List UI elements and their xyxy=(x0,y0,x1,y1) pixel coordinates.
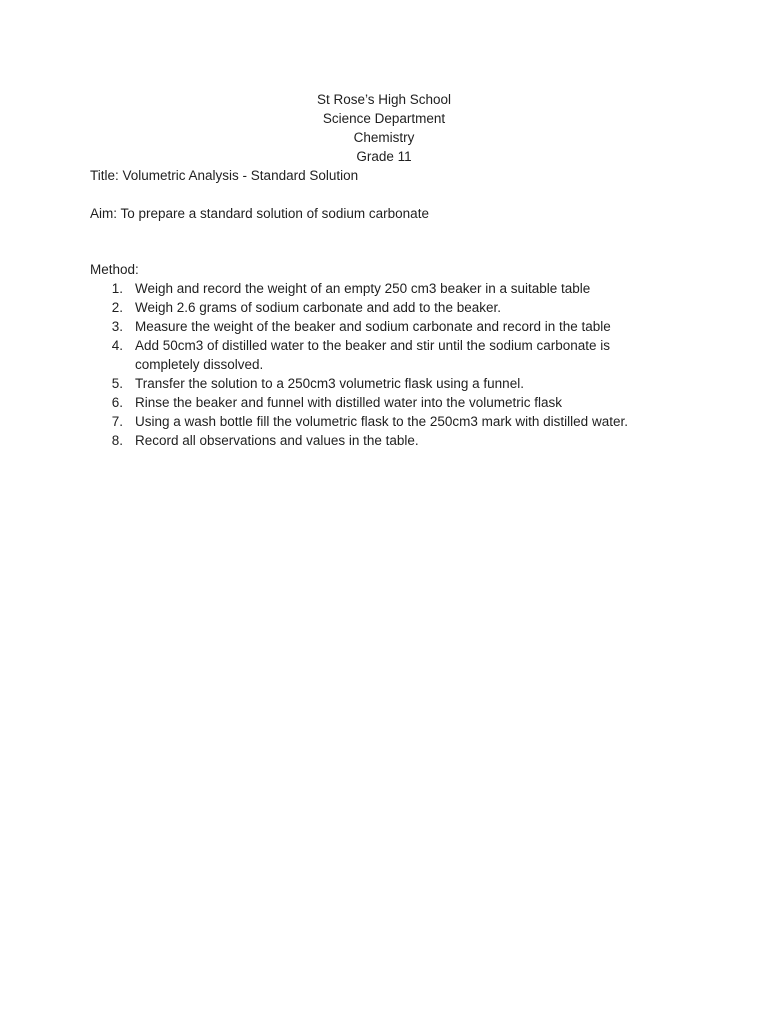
step-text: Using a wash bottle fill the volumetric flask to the 250cm3 mark with distilled water. xyxy=(135,414,628,429)
step-number: 2. xyxy=(111,300,123,315)
step-number: 1. xyxy=(111,281,123,296)
method-step xyxy=(90,431,670,450)
step-number: 4. xyxy=(111,338,123,353)
method-heading: Method: xyxy=(90,262,139,277)
step-text: Weigh 2.6 grams of sodium carbonate and add to the beaker. xyxy=(135,300,501,315)
step-text: Measure the weight of the beaker and sodium carbonate and record in the table xyxy=(135,319,611,334)
document-header xyxy=(0,90,768,166)
school-name: St Rose’s High School xyxy=(316,92,452,107)
step-text: Rinse the beaker and funnel with distilled water into the volumetric flask xyxy=(135,395,562,410)
method-step xyxy=(90,279,670,298)
grade-level: Grade 11 xyxy=(356,149,412,164)
step-text: Add 50cm3 of distilled water to the beaker and stir until the sodium carbonate is completely dissolved. xyxy=(135,338,611,372)
step-text: Record all observations and values in the table. xyxy=(135,433,419,448)
step-text: Transfer the solution to a 250cm3 volumetric flask using a funnel. xyxy=(135,376,524,391)
step-number: 7. xyxy=(111,414,123,429)
document-title: Title: Volumetric Analysis - Standard Solution xyxy=(90,168,359,183)
method-steps-list xyxy=(90,279,670,450)
method-step xyxy=(90,412,670,431)
step-number: 5. xyxy=(111,376,123,391)
method-step xyxy=(90,374,670,393)
method-step xyxy=(90,336,670,374)
department-name: Science Department xyxy=(322,111,446,126)
step-number: 3. xyxy=(111,319,123,334)
aim-statement: Aim: To prepare a standard solution of sodium carbonate xyxy=(90,206,429,221)
step-number: 8. xyxy=(111,433,123,448)
step-text: Weigh and record the weight of an empty 250 cm3 beaker in a suitable table xyxy=(135,281,591,296)
subject-name: Chemistry xyxy=(353,130,415,145)
step-number: 6. xyxy=(111,395,123,410)
method-step xyxy=(90,393,670,412)
method-step xyxy=(90,298,670,317)
method-step xyxy=(90,317,670,336)
